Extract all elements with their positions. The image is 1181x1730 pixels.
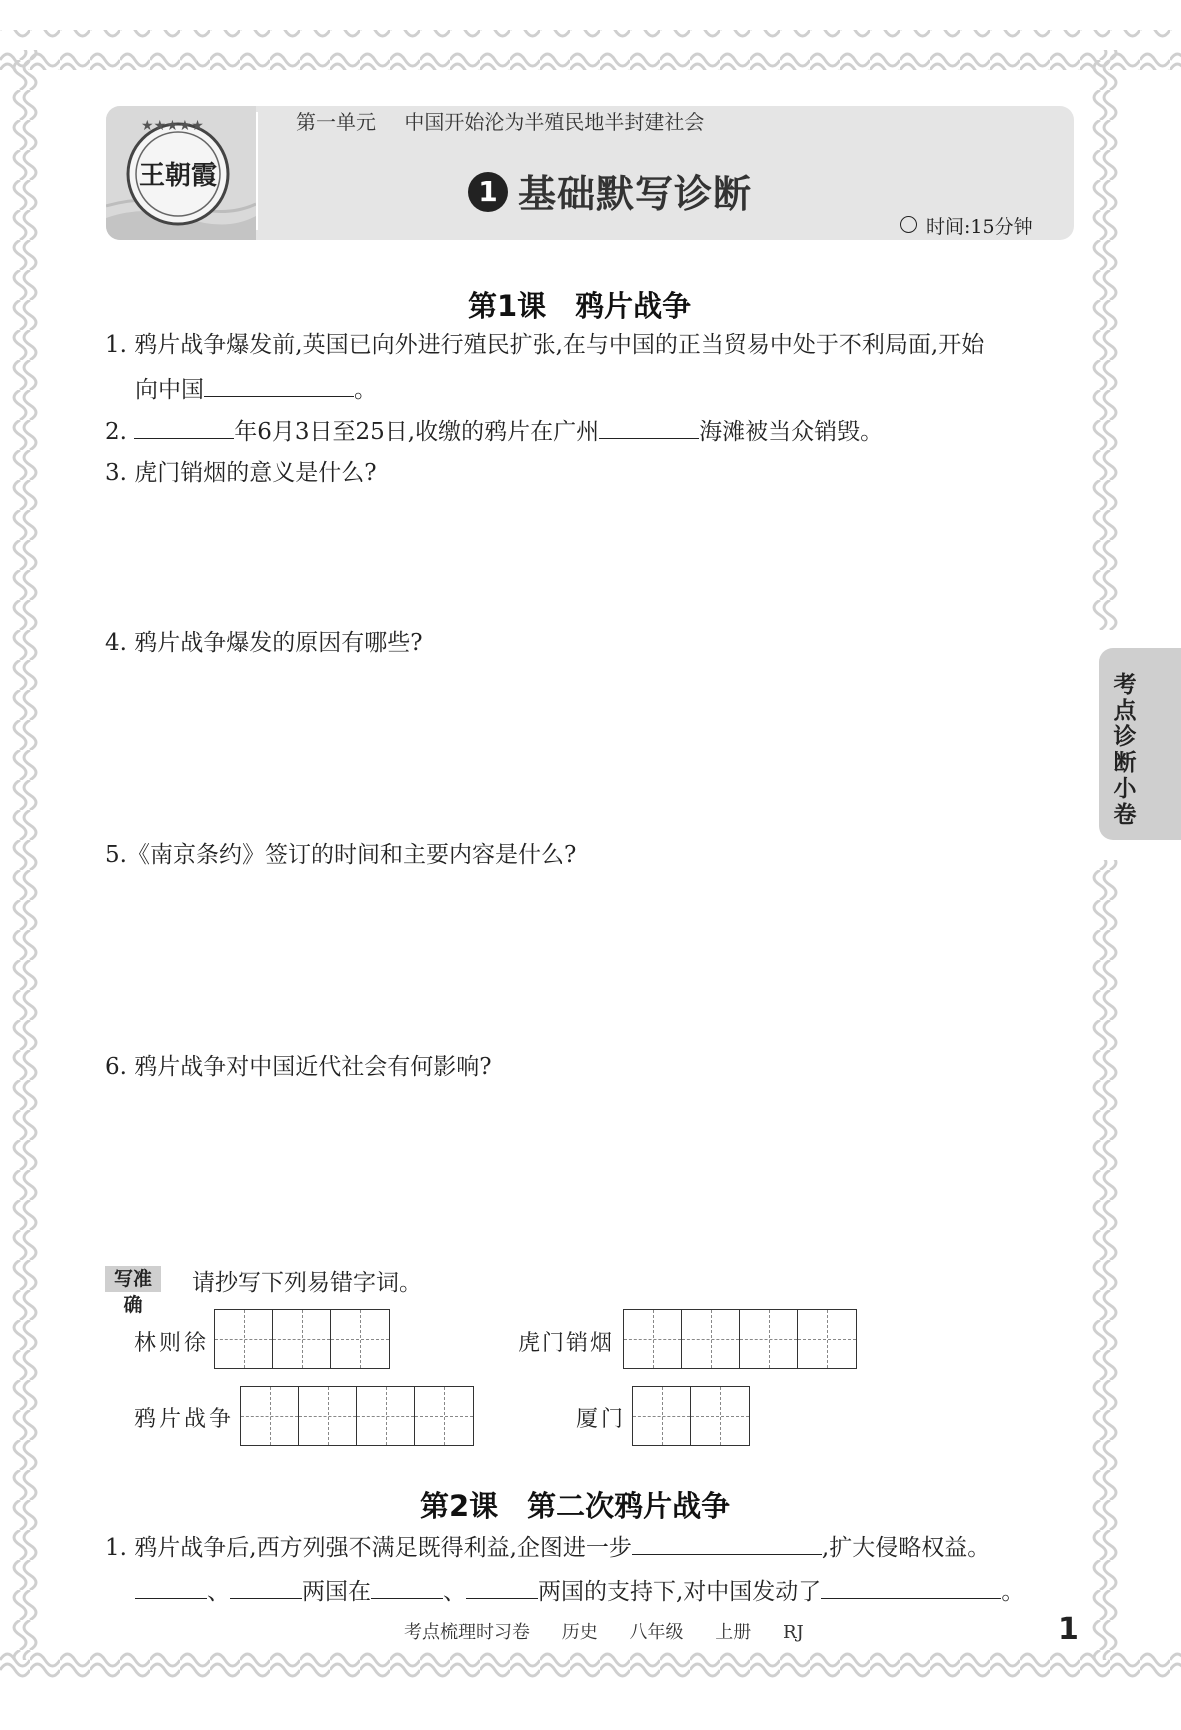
footer-book: 考点梳理时习卷 <box>404 1622 530 1643</box>
answer-blank[interactable] <box>134 416 234 439</box>
question-text: 。 <box>1001 1579 1025 1605</box>
question-text: 2. <box>105 419 135 445</box>
question-text: 两国的支持下,对中国发动了 <box>538 1579 822 1605</box>
answer-blank[interactable] <box>632 1532 822 1555</box>
writing-grid-2[interactable] <box>623 1309 857 1369</box>
question-text: 1. 鸦片战争后,西方列强不满足既得利益,企图进一步 <box>105 1535 632 1561</box>
answer-blank[interactable] <box>371 1576 443 1599</box>
header-divider <box>256 112 258 230</box>
lesson2-question-1 <box>105 1532 990 1563</box>
lesson1-question-5: 5.《南京条约》签订的时间和主要内容是什么? <box>105 842 577 868</box>
time-limit: 时间:15分钟 <box>926 216 1033 238</box>
answer-blank[interactable] <box>204 374 354 397</box>
answer-blank[interactable] <box>135 1576 207 1599</box>
unit-label: 第一单元 <box>296 110 376 134</box>
footer-subject: 历史 <box>561 1622 598 1643</box>
lesson1-question-1-cont <box>135 374 377 405</box>
page-number: 1 <box>1058 1612 1079 1647</box>
lesson1-question-3: 3. 虎门销烟的意义是什么? <box>105 460 377 486</box>
writing-grid-3[interactable] <box>240 1386 474 1446</box>
unit-title: 中国开始沦为半殖民地半封建社会 <box>404 110 705 134</box>
unit-heading <box>296 106 726 135</box>
answer-blank[interactable] <box>230 1576 302 1599</box>
footer-grade: 八年级 <box>629 1622 684 1643</box>
lesson1-question-4: 4. 鸦片战争爆发的原因有哪些? <box>105 630 423 656</box>
question-text: 向中国 <box>135 377 204 403</box>
question-text: 年6月3日至25日,收缴的鸦片在广州 <box>234 419 600 445</box>
svg-text:王朝霞: 王朝霞 <box>138 161 218 191</box>
section-number-badge: 1 <box>468 172 508 212</box>
side-tab-label: 考点诊断小卷 <box>1113 672 1137 828</box>
question-text: 1. 鸦片战争爆发前,英国已向外进行殖民扩张,在与中国的正当贸易中处于不利局面,开始 <box>105 332 985 358</box>
svg-text:★★★★★: ★★★★★ <box>141 118 204 134</box>
footer-volume: 上册 <box>715 1622 752 1643</box>
lesson1-question-1 <box>105 330 984 360</box>
question-text: 两国在 <box>302 1579 371 1605</box>
writing-grid-1[interactable] <box>214 1309 390 1369</box>
answer-blank[interactable] <box>466 1576 538 1599</box>
lesson2-title: 第2课 第二次鸦片战争 <box>420 1489 731 1523</box>
question-text: 、 <box>443 1579 466 1605</box>
question-text: 海滩被当众销毁。 <box>699 419 884 445</box>
lesson1-title: 第1课 鸦片战争 <box>468 289 692 323</box>
footer <box>404 1618 830 1644</box>
question-text: ,扩大侵略权益。 <box>821 1535 991 1561</box>
answer-blank[interactable] <box>821 1576 1001 1599</box>
lesson2-question-1-cont <box>135 1576 1024 1607</box>
logo-seal <box>106 106 256 240</box>
question-text: 、 <box>207 1579 230 1605</box>
footer-edition: RJ <box>782 1622 804 1643</box>
lesson1-question-6: 6. 鸦片战争对中国近代社会有何影响? <box>105 1054 492 1080</box>
lesson1-question-2 <box>105 416 883 447</box>
practice-badge: 写准确 <box>105 1266 161 1292</box>
word-label-4: 厦门 <box>576 1407 627 1432</box>
writing-grid-4[interactable] <box>632 1386 750 1446</box>
answer-blank[interactable] <box>599 416 699 439</box>
word-label-2: 虎门销烟 <box>518 1331 615 1356</box>
practice-instruction: 请抄写下列易错字词。 <box>192 1270 422 1296</box>
word-label-1: 林则徐 <box>134 1331 210 1356</box>
question-text: 。 <box>354 377 377 403</box>
clock-icon <box>900 216 917 233</box>
section-title: 基础默写诊断 <box>518 172 753 216</box>
word-label-3: 鸦片战争 <box>134 1407 235 1432</box>
